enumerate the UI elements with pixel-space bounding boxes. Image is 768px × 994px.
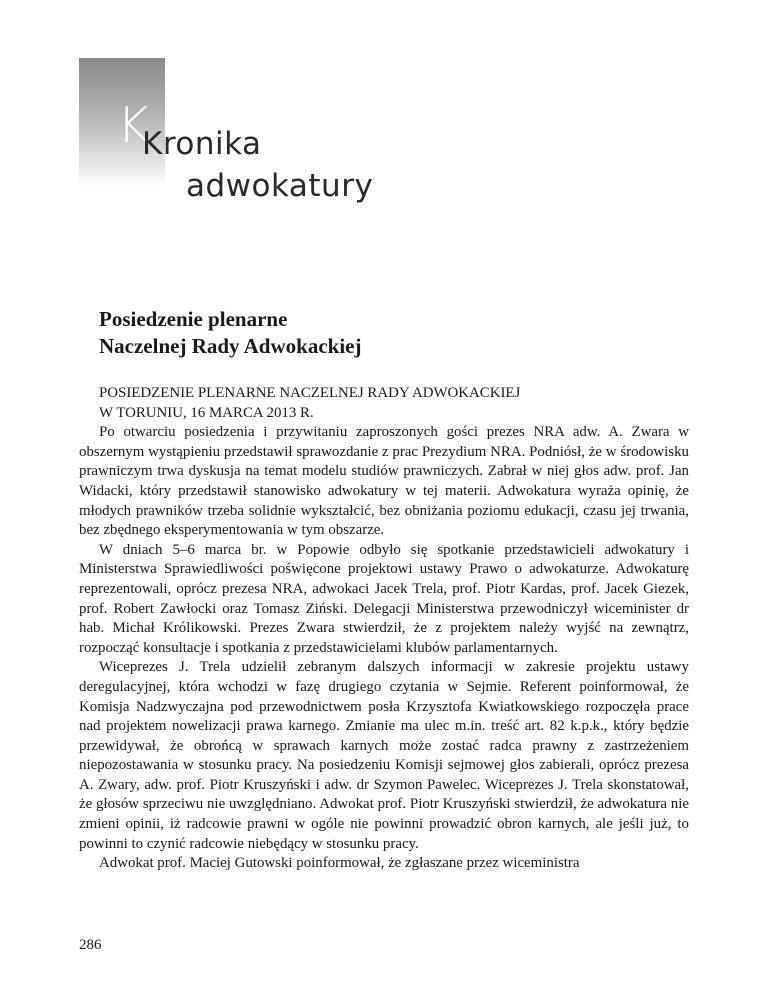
title-initial-letter: K	[117, 97, 150, 154]
article-paragraph: Wiceprezes J. Trela udzielił zebranym dalszych informacji w zakresie projektu ustawy deregulacyjnej, która wchodzi w fazę drugiego czytania w Sejmie. Referent poinformował, że Komisja Nadzwyczajna pod przewodnictwem posła Krzysztofa Kwiatkowskiego rozpoczęła prace nad projektem nowelizacji prawa karnego. Zmianie ma ulec m.in. treść art. 82 k.p.k., który będzie przewidywał, że obrońcą w sprawach karnych może zostać radca prawny z zastrzeżeniem niepozostawania w stosunku pracy. Na posiedzeniu Komisji sejmowej głos zabierali, oprócz prezesa A. Zwary, adw. prof. Piotr Kruszyński i adw. dr Szymon Pawelec. Wiceprezes J. Trela skonstatował, że głosów sprzeciwu nie uwzględniano. Adwokat prof. Piotr Kruszyński stwierdził, że adwokatura nie zmieni opinii, iż radcowie prawni w ogóle nie powinni prowadzić obron karnych, ale jeśli już, to powinni to czynić radcowie niebędący w stosunku pracy.	[79, 659, 689, 852]
page-number: 286	[79, 937, 102, 953]
chapter-title-line-1: Kronika	[142, 126, 262, 162]
article-paragraph: Adwokat prof. Maciej Gutowski poinformował, że zgłaszane przez wiceministra	[99, 855, 580, 872]
article-body	[79, 384, 689, 874]
section-heading	[99, 306, 659, 360]
article-subhead-line-1: POSIEDZENIE PLENARNE NACZELNEJ RADY ADWOKACKIEJ	[99, 385, 521, 401]
chapter-title-line-2: adwokatury	[186, 168, 374, 204]
section-heading-line-2: Naczelnej Rady Adwokackiej	[99, 334, 362, 358]
article-paragraph: W dniach 5–6 marca br. w Popowie odbyło się spotkanie przedstawicieli adwokatury i Ministerstwa Sprawiedliwości poświęcone projektowi ustawy Prawo o adwokaturze. Adwokaturę reprezentowali, oprócz prezesa NRA, adwokaci Jacek Trela, prof. Piotr Kardas, prof. Jacek Giezek, prof. Robert Zawłocki oraz Tomasz Ziński. Delegacji Ministerstwa przewodniczył wiceminister dr hab. Michał Królikowski. Prezes Zwara stwierdził, że z projektem należy wyjść na zewnątrz, rozpocząć konsultacje i spotkania z przedstawicielami klubów parlamentarnych.	[79, 541, 689, 656]
article-subhead-line-2: W TORUNIU, 16 MARCA 2013 R.	[99, 404, 314, 421]
article-paragraph: Po otwarciu posiedzenia i przywitaniu zaproszonych gości prezes NRA adw. A. Zwara w obszernym wystąpieniu przedstawił sprawozdanie z prac Prezydium NRA. Podniósł, że w środowisku prawniczym trwa dyskusja na temat modelu studiów prawniczych. Zabrał w niej głos adw. prof. Jan Widacki, który przedstawił stanowisko adwokatury w tej materii. Adwokatura wyraża opinię, że młodych prawników trzeba solidnie wykształcić, bez obniżania poziomu edukacji, czasu jej trwania, bez zbędnego eksperymentowania w tym obszarze.	[79, 424, 689, 539]
section-heading-line-1: Posiedzenie plenarne	[99, 307, 288, 331]
